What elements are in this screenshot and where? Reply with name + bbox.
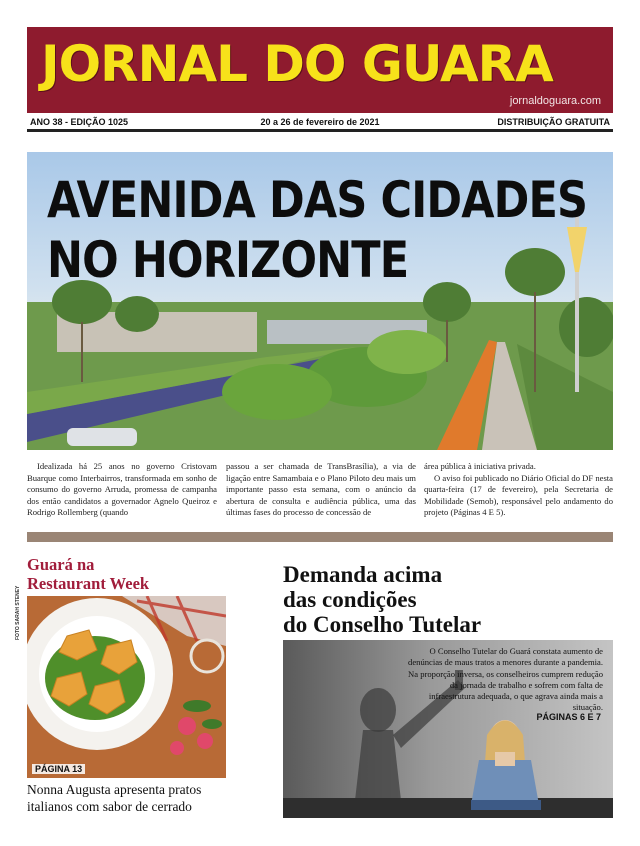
conselho-title-line-2: das condições bbox=[283, 587, 417, 612]
main-headline[interactable] bbox=[47, 170, 587, 290]
edition-number: ANO 38 - EDIÇÃO 1025 bbox=[30, 117, 129, 127]
conselho-title-line-3: do Conselho Tutelar bbox=[283, 612, 482, 637]
hero-image bbox=[27, 152, 613, 450]
section-divider bbox=[27, 532, 613, 542]
photo-credit: FOTO SARAH STENEY bbox=[15, 585, 21, 640]
conselho-tutelar-title[interactable] bbox=[283, 562, 481, 637]
conselho-title-line-1: Demanda acima bbox=[283, 562, 443, 587]
headline-line-1: AVENIDA DAS CIDADES bbox=[47, 171, 588, 229]
lead-column-3-start: área pública à iniciativa privada. bbox=[424, 461, 536, 471]
headline-line-2: NO HORIZONTE bbox=[47, 231, 409, 289]
conselho-tutelar-summary: O Conselho Tutelar do Guará constata aumento de denúncias de maus tratos a menores durante a pandemia. Na proporção inversa, os conselheiros cumprem redução da jornada de trabalho e sofrem com falta de infraestrutura adequada, o que agrava ainda mais a situação. bbox=[408, 646, 603, 713]
website-url[interactable]: jornaldoguara.com bbox=[509, 95, 601, 107]
lead-column-1: Idealizada há 25 anos no governo Cristovam Buarque como Interbairros, transformada em sonho de consumo do governo Arruda, promessa de campanha dos então candidatos a governador Agnelo Queiroz e Rodrigo Rollemberg (quando bbox=[27, 461, 217, 517]
edition-bar bbox=[27, 115, 613, 132]
newspaper-title: JORNAL DO GUARA bbox=[41, 35, 553, 93]
restaurant-week-title[interactable] bbox=[27, 555, 149, 593]
restaurant-week-title-line-1: Guará na bbox=[27, 555, 95, 574]
ravioli-photo bbox=[27, 596, 226, 778]
lead-column-3-paragraph: O aviso foi publicado no Diário Oficial do DF nesta quarta-feira (17 de fevereiro), pela Secretaria de Mobilidade (Semob), responsável pelo andamento do projeto (Páginas 4 E 5). bbox=[424, 472, 613, 517]
edition-date: 20 a 26 de fevereiro de 2021 bbox=[260, 117, 380, 127]
ravioli-plate-illustration bbox=[27, 596, 226, 778]
lead-column-3 bbox=[424, 461, 613, 517]
conselho-page-ref[interactable]: PÁGINAS 6 E 7 bbox=[536, 712, 601, 722]
caption-line-1: Nonna Augusta apresenta pratos bbox=[27, 782, 202, 797]
restaurant-week-title-line-2: Restaurant Week bbox=[27, 574, 150, 593]
restaurant-week-caption bbox=[27, 781, 237, 815]
restaurant-week-page-ref[interactable]: PÁGINA 13 bbox=[32, 764, 85, 774]
caption-line-2: italianos com sabor de cerrado bbox=[27, 799, 192, 814]
conselho-tutelar-photo bbox=[283, 640, 613, 818]
distribution-note: DISTRIBUIÇÃO GRATUITA bbox=[497, 117, 610, 127]
lead-column-2: passou a ser chamada de TransBrasília), a via de ligação entre Samambaia e o Plano Piloto deu mais um importante passo esta semana, com o anúncio da abertura de consulta e audiência pública, uma das últimas fases do processo de concessão de bbox=[226, 461, 416, 517]
masthead bbox=[27, 27, 613, 113]
